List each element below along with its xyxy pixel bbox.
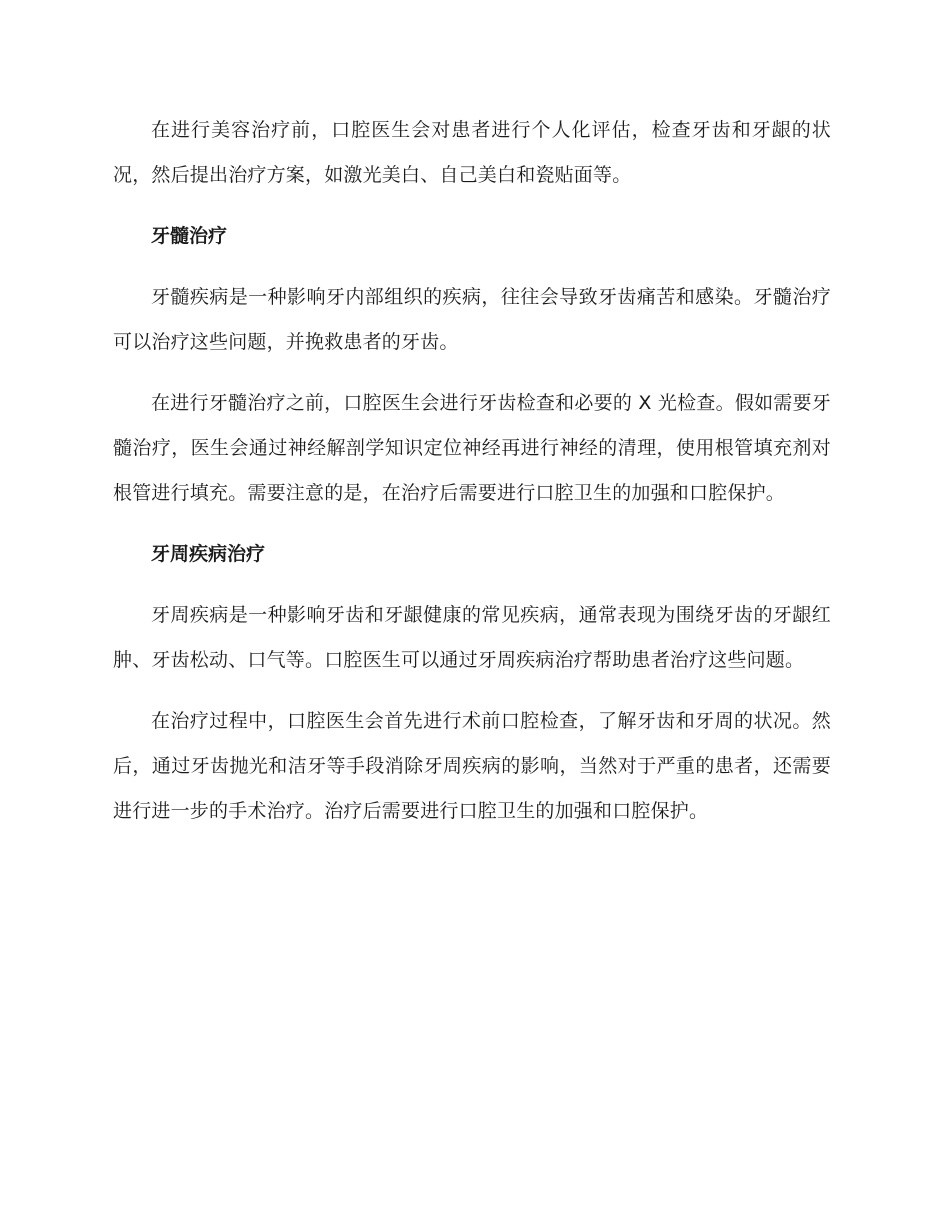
paragraph-pulp-disease: 牙髓疾病是一种影响牙内部组织的疾病，往往会导致牙齿痛苦和感染。牙髓治疗可以治疗这些问题，并挽救患者的牙齿。 xyxy=(113,286,831,353)
heading-periodontal-treatment: 牙周疾病治疗 xyxy=(151,543,266,565)
paragraph-cosmetic-assessment: 在进行美容治疗前，口腔医生会对患者进行个人化评估，检查牙齿和牙龈的状况，然后提出治疗方案，如激光美白、自己美白和瓷贴面等。 xyxy=(113,119,831,186)
paragraph-periodontal-procedure: 在治疗过程中，口腔医生会首先进行术前口腔检查，了解牙齿和牙周的状况。然后，通过牙齿抛光和洁牙等手段消除牙周疾病的影响，当然对于严重的患者，还需要进行进一步的手术治疗。治疗后需要进行口腔卫生的加强和口腔保护。 xyxy=(113,710,831,822)
paragraph-pulp-procedure: 在进行牙髓治疗之前，口腔医生会进行牙齿检查和必要的 X 光检查。假如需要牙髓治疗，医生会通过神经解剖学知识定位神经再进行神经的清理，使用根管填充剂对根管进行填充。需要注意的是，在治疗后需要进行口腔卫生的加强和口腔保护。 xyxy=(113,392,831,504)
heading-pulp-treatment: 牙髓治疗 xyxy=(151,225,228,247)
document-body xyxy=(113,108,831,850)
paragraph-periodontal-disease: 牙周疾病是一种影响牙齿和牙龈健康的常见疾病，通常表现为围绕牙齿的牙龈红肿、牙齿松动、口气等。口腔医生可以通过牙周疾病治疗帮助患者治疗这些问题。 xyxy=(113,604,831,671)
